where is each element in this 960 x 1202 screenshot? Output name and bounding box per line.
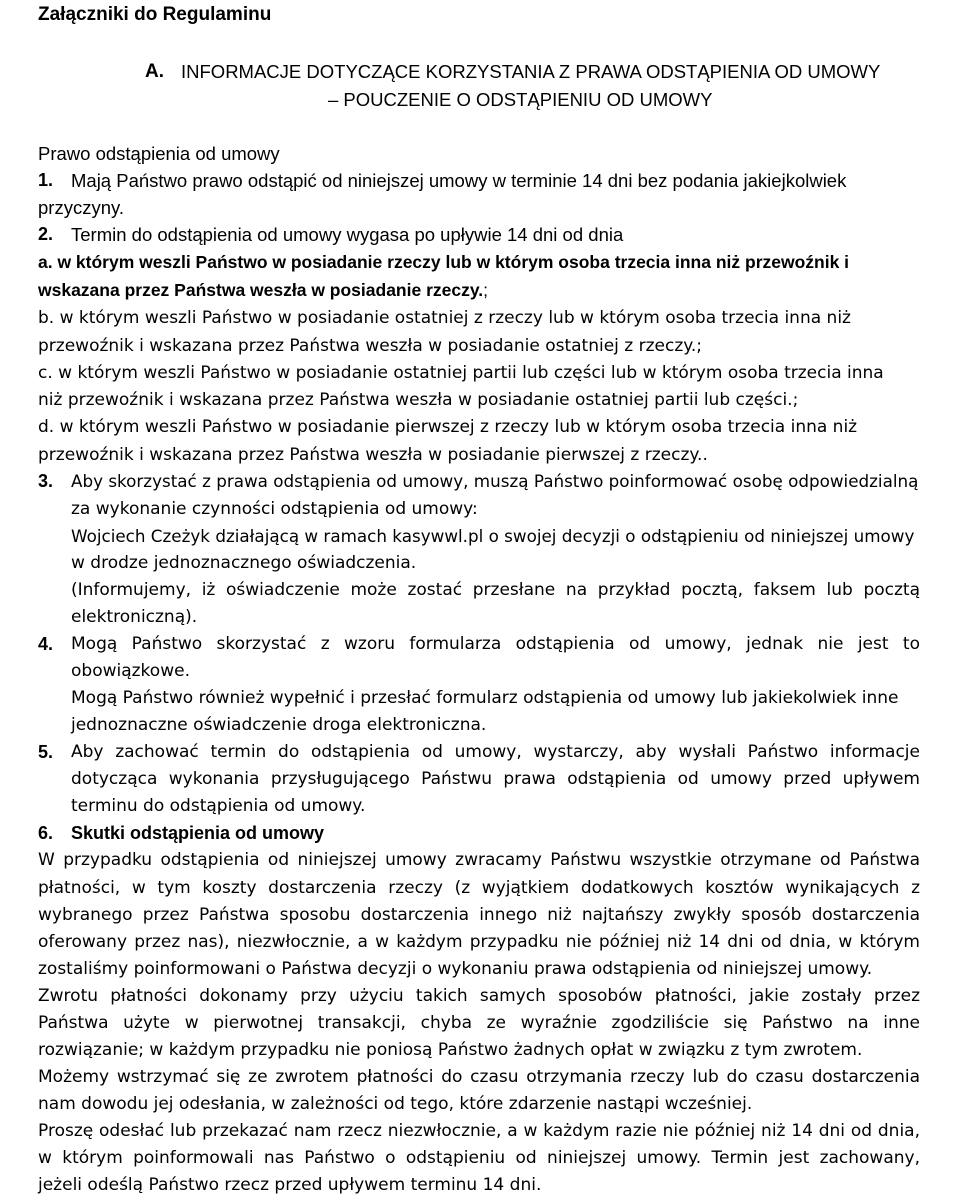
item-c-line-1: c. w którym weszli Państwo w posiadanie ostatniej partii lub części lub w którym osoba trzecia inna xyxy=(38,363,884,383)
point-1-number: 1. xyxy=(38,170,54,190)
point-3-line-4: w drodze jednoznacznego oświadczenia. xyxy=(71,553,417,573)
point-6-line-12: w którym poinformowali nas Państwo o odstąpieniu od niniejszej umowy. Termin jest zachowany, xyxy=(38,1148,920,1168)
item-b-line-2: przewoźnik i wskazana przez Państwa weszła w posiadanie ostatniej z rzeczy.; xyxy=(38,336,703,356)
item-d-line-1: d. w którym weszli Państwo w posiadanie pierwszej z rzeczy lub w którym osoba trzecia inna niż xyxy=(38,417,858,437)
point-6-line-6: Zwrotu płatności dokonamy przy użyciu takich samych sposobów płatności, jakie zostały przez xyxy=(38,986,920,1006)
item-b-line-1: b. w którym weszli Państwo w posiadanie ostatniej z rzeczy lub w którym osoba trzecia inna niż xyxy=(38,308,851,328)
section-heading-line-2: – POUCZENIE O ODSTĄPIENIU OD UMOWY xyxy=(328,89,713,110)
point-6-line-13: jeżeli odeślą Państwo rzecz przed upływem terminu 14 dni. xyxy=(38,1175,542,1195)
point-6-line-10: nam dowodu jej odesłania, w zależności od tego, które zdarzenie nastąpi wcześniej. xyxy=(38,1094,753,1114)
point-6-number: 6. xyxy=(38,823,54,843)
point-4-line-4: jednoznaczne oświadczenie droga elektroniczna. xyxy=(71,715,487,735)
point-4-line-3: Mogą Państwo również wypełnić i przesłać formularz odstąpienia od umowy lub jakiekolwiek inne xyxy=(71,688,899,708)
point-6-line-2: płatności, w tym koszty dostarczenia rzeczy (z wyjątkiem dodatkowych kosztów wynikających z xyxy=(38,878,920,898)
section-heading-line-1: INFORMACJE DOTYCZĄCE KORZYSTANIA Z PRAWA ODSTĄPIENIA OD UMOWY xyxy=(181,61,881,82)
point-6-line-7: Państwa użyte w pierwotnej transakcji, chyba ze wyraźnie zgodziliście się Państwo na inne xyxy=(38,1013,920,1033)
point-6-line-11: Proszę odesłać lub przekazać nam rzecz niezwłocznie, a w każdym razie nie później niż 14 dni od dnia, xyxy=(38,1121,920,1141)
item-a-line-2 xyxy=(38,278,488,303)
point-6-line-1: W przypadku odstąpienia od niniejszej umowy zwracamy Państwu wszystkie otrzymane od Państwa xyxy=(38,850,920,870)
point-3-line-6: elektroniczną). xyxy=(71,607,198,627)
point-5-line-1: Aby zachować termin do odstąpienia od umowy, wystarczy, aby wysłali Państwo informacje xyxy=(71,742,920,762)
document-title: Załączniki do Regulaminu xyxy=(38,4,272,25)
point-3-line-3: Wojciech Czeżyk działającą w ramach kasywwl.pl o swojej decyzji o odstąpieniu od niniejszej umowy xyxy=(71,526,915,546)
point-4-line-1: Mogą Państwo skorzystać z wzoru formularza odstąpienia od umowy, jednak nie jest to xyxy=(71,634,920,654)
item-a-line-1: a. w którym weszli Państwo w posiadanie rzeczy lub w którym osoba trzecia inna niż przewoźnik i xyxy=(38,252,850,272)
item-c-line-2: niż przewoźnik i wskazana przez Państwa weszła w posiadanie ostatniej partii lub części.; xyxy=(38,390,799,410)
point-2-line-1: Termin do odstąpienia od umowy wygasa po upływie 14 dni od dnia xyxy=(71,224,624,245)
item-a-line-2-text: wskazana przez Państwa weszła w posiadanie rzeczy. xyxy=(38,280,484,300)
point-6-line-9: Możemy wstrzymać się ze zwrotem płatności do czasu otrzymania rzeczy lub do czasu dostarczenia xyxy=(38,1067,920,1087)
point-1-line-2: przyczyny. xyxy=(38,197,125,218)
point-3-line-2: za wykonanie czynności odstąpienia od umowy: xyxy=(71,499,478,519)
section-letter: A. xyxy=(145,61,164,82)
point-6-line-8: rozwiązanie; w każdym przypadku nie poniosą Państwo żadnych opłat w związku z tym zwrotem. xyxy=(38,1040,863,1060)
item-d-line-2: przewoźnik i wskazana przez Państwa weszła w posiadanie pierwszej z rzeczy.. xyxy=(38,445,708,465)
point-6-line-3: wybranego przez Państwa sposobu dostarczenia innego niż najtańszy zwykły sposób dostarczenia xyxy=(38,905,920,925)
point-5-number: 5. xyxy=(38,742,54,762)
point-6-line-5: zostaliśmy poinformowani o Państwa decyzji o wykonaniu prawa odstąpienia od niniejszej umowy. xyxy=(38,959,873,979)
point-4-line-2: obowiązkowe. xyxy=(71,661,190,681)
point-3-line-1: Aby skorzystać z prawa odstąpienia od umowy, muszą Państwo poinformować osobę odpowiedzialną xyxy=(71,471,919,491)
item-a-line-2-suffix: ; xyxy=(483,280,489,300)
point-1-line-1: Mają Państwo prawo odstąpić od niniejszej umowy w terminie 14 dni bez podania jakiejkolwiek xyxy=(71,170,847,191)
point-6-line-4: oferowany przez nas), niezwłocznie, a w każdym przypadku nie później niż 14 dni od dnia, w którym xyxy=(38,932,920,952)
point-6-heading: Skutki odstąpienia od umowy xyxy=(71,823,325,843)
subheading-right-of-withdrawal: Prawo odstąpienia od umowy xyxy=(38,143,280,164)
point-3-number: 3. xyxy=(38,471,54,491)
point-3-line-5: (Informujemy, iż oświadczenie może zostać przesłane na przykład pocztą, faksem lub pocztą xyxy=(71,580,920,600)
point-5-line-2: dotycząca wykonania przysługującego Państwu prawa odstąpienia od umowy przed upływem xyxy=(71,769,920,789)
point-5-line-3: terminu do odstąpienia od umowy. xyxy=(71,796,366,816)
point-4-number: 4. xyxy=(38,634,54,654)
point-2-number: 2. xyxy=(38,224,54,244)
